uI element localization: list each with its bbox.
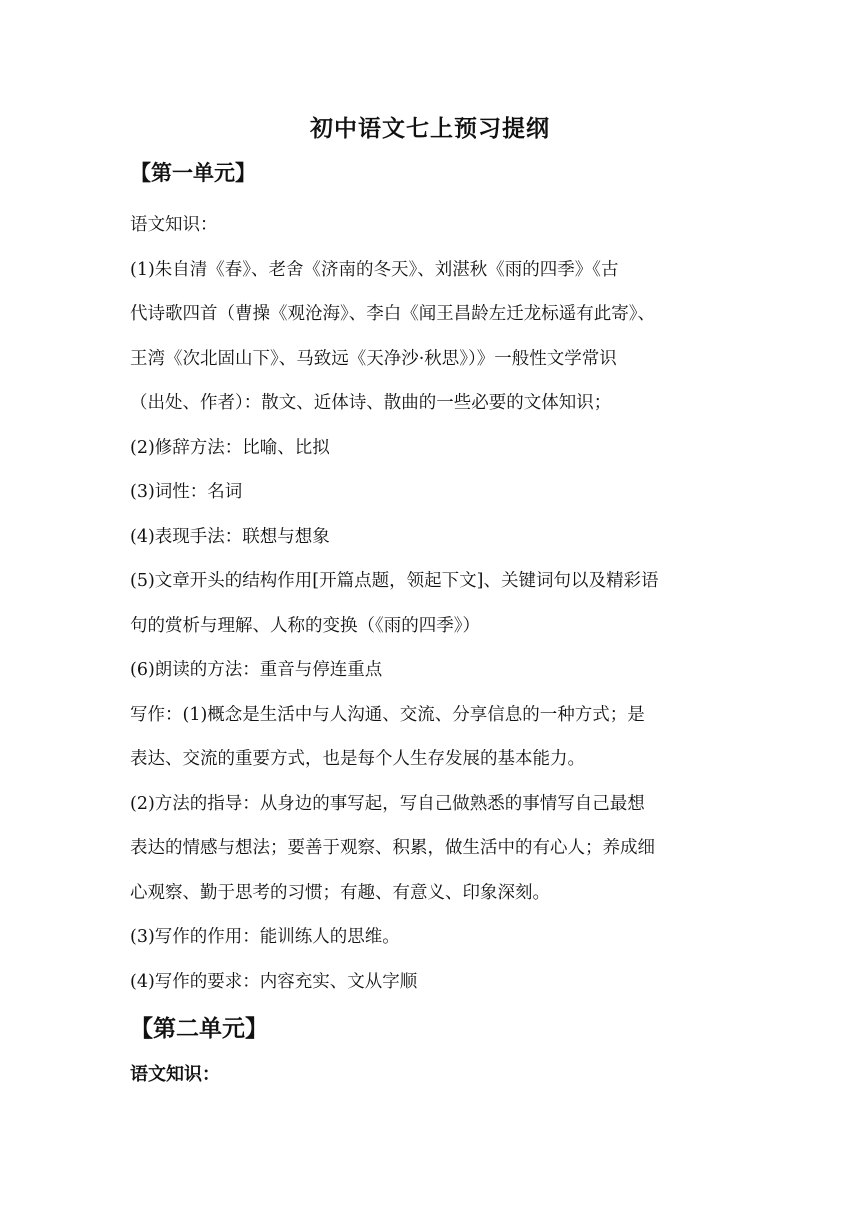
body-line: 写作：(1)概念是生活中与人沟通、交流、分享信息的一种方式；是 — [130, 704, 645, 725]
unit2-subheading: 语文知识： — [130, 1064, 220, 1085]
body-line: 表达、交流的重要方式，也是每个人生存发展的基本能力。 — [130, 749, 585, 769]
body-line: 语文知识： — [130, 215, 218, 235]
body-line: (4)写作的要求：内容充实、文从字顺 — [130, 971, 418, 992]
body-line: (3)词性：名词 — [130, 482, 243, 502]
body-line: (1)朱自清《春》、老舍《济南的冬天》、刘湛秋《雨的四季》《古 — [130, 259, 619, 280]
body-line: (2)修辞方法：比喻、比拟 — [130, 437, 330, 458]
body-line: (6)朗读的方法：重音与停连重点 — [130, 660, 383, 680]
document-title: 初中语文七上预习提纲 — [310, 115, 550, 142]
unit1-body — [130, 203, 736, 1004]
body-line: (4)表现手法：联想与想象 — [130, 526, 330, 547]
unit-heading-2: 【第二单元】 — [130, 1015, 268, 1042]
body-line: (5)文章开头的结构作用[开篇点题，领起下文]、关键词句以及精彩语 — [130, 571, 659, 591]
body-line: （出处、作者）：散文、近体诗、散曲的一些必要的文体知识； — [130, 393, 612, 413]
unit-heading-1: 【第一单元】 — [130, 160, 256, 185]
body-line: 表达的情感与想法；要善于观察、积累，做生活中的有心人；养成细 — [130, 838, 655, 858]
body-line: 王湾《次北固山下》、马致远《天净沙·秋思》）》一般性文学常识 — [130, 348, 617, 369]
body-line: 句的赏析与理解、人称的变换（《雨的四季》） — [130, 615, 480, 636]
body-line: 代诗歌四首（曹操《观沧海》、李白《闻王昌龄左迁龙标遥有此寄》、 — [130, 304, 655, 324]
body-line: (2)方法的指导：从身边的事写起，写自己做熟悉的事情写自己最想 — [130, 793, 645, 814]
body-line: 心观察、勤于思考的习惯；有趣、有意义、印象深刻。 — [130, 882, 550, 903]
body-line: (3)写作的作用：能训练人的思维。 — [130, 927, 400, 947]
